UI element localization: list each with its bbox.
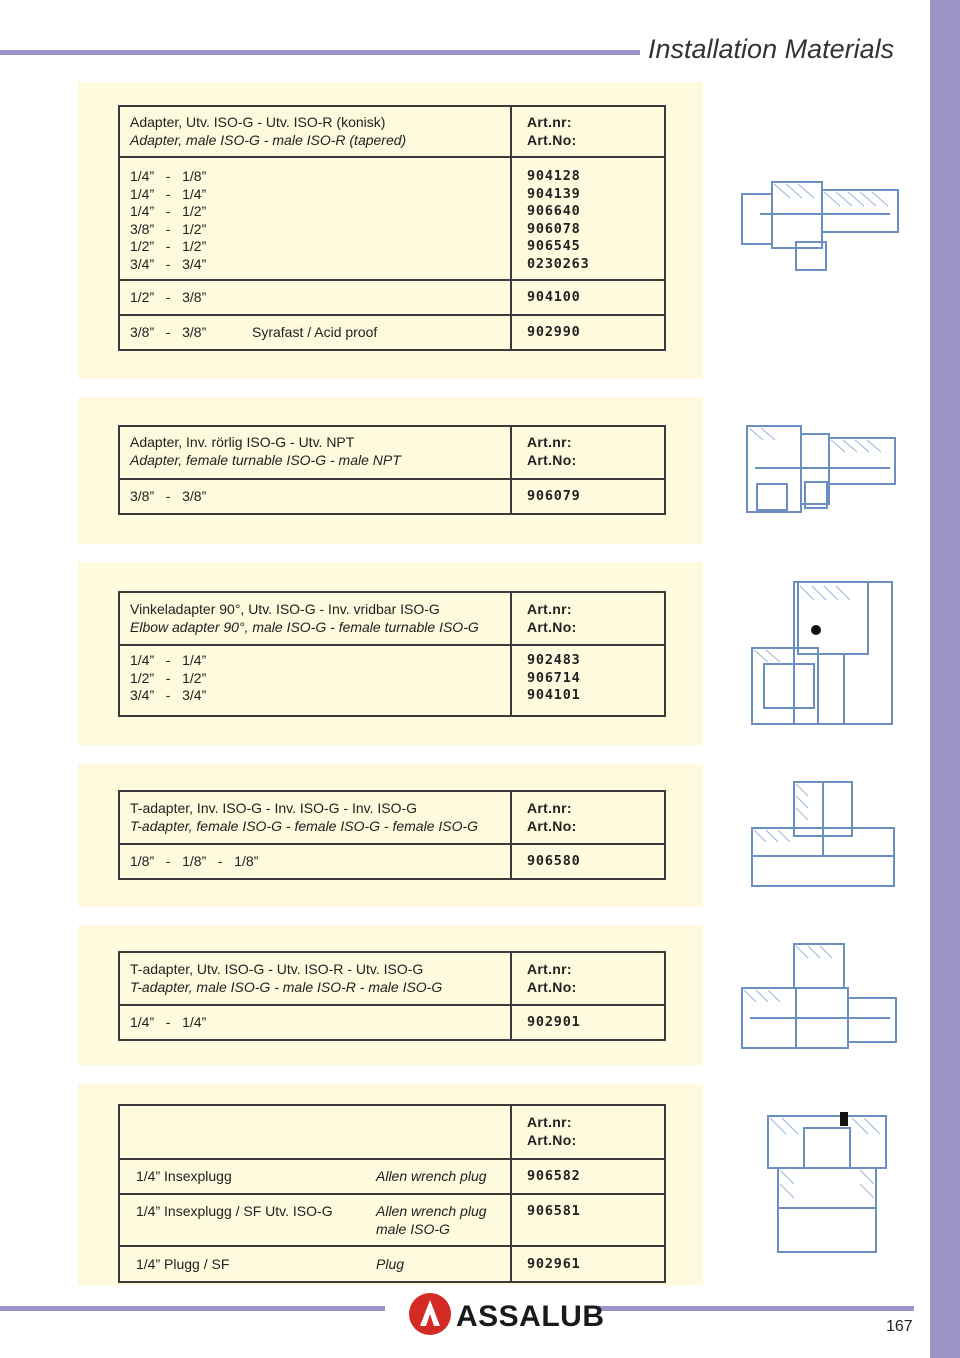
brand-wordmark: ASSALUB	[456, 1300, 605, 1333]
footer-rule-right	[598, 1306, 914, 1311]
product-table-elbow-adapter	[118, 591, 666, 717]
size-cell: 1/8” - 1/8” - 1/8”	[130, 853, 259, 869]
t-adapter-male-drawing	[740, 940, 900, 1052]
size-cell: 1/4” - 1/4”	[130, 652, 207, 668]
title-english: Adapter, female turnable ISO-G - male NPT	[130, 452, 401, 468]
art-no-label: Art.No:	[527, 452, 577, 468]
title-swedish: Vinkeladapter 90°, Utv. ISO-G - Inv. vridbar ISO-G	[130, 601, 440, 617]
size-cell: 1/2” - 3/8”	[130, 289, 207, 305]
title-english: T-adapter, male ISO-G - male ISO-R - male ISO-G	[130, 979, 443, 995]
size-cell: 3/4” - 3/4”	[130, 255, 207, 272]
page-number: 167	[886, 1318, 913, 1335]
art-no-label: Art.No:	[527, 818, 577, 834]
art-no-label: Art.No:	[527, 619, 577, 635]
table-row	[120, 480, 664, 515]
product-table-t-adapter-female	[118, 790, 666, 880]
article-number: 906580	[527, 853, 581, 869]
art-nr-label: Art.nr:	[527, 800, 572, 816]
product-table-adapter-iso-g-iso-r	[118, 105, 666, 351]
size-cell: 3/8” - 3/8”	[130, 488, 207, 504]
article-number: 904100	[527, 289, 581, 305]
title-swedish: T-adapter, Utv. ISO-G - Utv. ISO-R - Utv. ISO-G	[130, 961, 424, 977]
title-swedish: T-adapter, Inv. ISO-G - Inv. ISO-G - Inv. ISO-G	[130, 800, 418, 816]
table-header-row	[120, 427, 664, 480]
title-swedish: Adapter, Utv. ISO-G - Utv. ISO-R (konisk)	[130, 114, 386, 130]
side-accent-bar	[930, 0, 960, 1358]
art-nr-label: Art.nr:	[527, 114, 572, 130]
art-nr-label: Art.nr:	[527, 601, 572, 617]
size-cell: 1/4” - 1/8”	[130, 168, 207, 184]
product-table-adapter-female-npt	[118, 425, 666, 515]
material-note: Syrafast / Acid proof	[252, 324, 378, 340]
article-number: 902990	[527, 324, 581, 340]
table-row	[120, 1160, 664, 1195]
product-name: 1/4” Insexplugg / SF Utv. ISO-G	[136, 1203, 333, 1219]
size-cell: 1/4” - 1/4”	[130, 185, 207, 202]
table-header-row	[120, 953, 664, 1006]
article-number: 0230263	[527, 255, 590, 272]
title-swedish: Adapter, Inv. rörlig ISO-G - Utv. NPT	[130, 434, 355, 450]
article-number: 902901	[527, 1014, 581, 1030]
product-name: 1/4” Plugg / SF	[136, 1256, 230, 1272]
article-number: 906545	[527, 238, 581, 254]
product-name: 1/4” Insexplugg	[136, 1168, 232, 1184]
art-no-label: Art.No:	[527, 132, 577, 148]
article-number: 904101	[527, 687, 581, 703]
adapter-iso-g-iso-r-drawing	[740, 176, 905, 274]
table-row-group	[120, 646, 664, 717]
title-english: Adapter, male ISO-G - male ISO-R (tapered)	[130, 132, 407, 148]
assalub-logo	[408, 1290, 605, 1338]
table-header-row	[120, 107, 664, 158]
title-english: Elbow adapter 90°, male ISO-G - female turnable ISO-G	[130, 619, 479, 635]
size-cell: 3/4” - 3/4”	[130, 687, 207, 703]
article-number: 906582	[527, 1168, 581, 1184]
plug-drawing	[764, 1108, 894, 1258]
product-table-t-adapter-male	[118, 951, 666, 1041]
art-nr-label: Art.nr:	[527, 961, 572, 977]
size-cell: 1/4” - 1/2”	[130, 203, 207, 219]
article-number: 902483	[527, 652, 581, 668]
product-table-plugs	[118, 1104, 666, 1283]
size-cell: 3/8” - 1/2”	[130, 220, 207, 237]
table-header-row	[120, 792, 664, 845]
art-nr-label: Art.nr:	[527, 434, 572, 450]
elbow-adapter-drawing	[748, 578, 898, 728]
product-type: Allen wrench plug	[376, 1203, 487, 1219]
table-header-row	[120, 593, 664, 646]
article-number: 906581	[527, 1203, 581, 1219]
table-row	[120, 316, 664, 351]
art-no-label: Art.No:	[527, 1132, 577, 1148]
product-type: Plug	[376, 1256, 405, 1272]
table-row	[120, 845, 664, 880]
article-number: 904128	[527, 168, 581, 184]
table-row	[120, 281, 664, 316]
title-english: T-adapter, female ISO-G - female ISO-G - female ISO-G	[130, 818, 479, 834]
header-rule	[0, 50, 640, 55]
footer-rule-left	[0, 1306, 385, 1311]
table-header-row	[120, 1106, 664, 1160]
size-cell: 1/2” - 1/2”	[130, 669, 207, 686]
table-row	[120, 1247, 664, 1283]
size-cell: 1/2” - 1/2”	[130, 238, 207, 254]
adapter-female-npt-drawing	[745, 422, 900, 516]
art-no-label: Art.No:	[527, 979, 577, 995]
table-row-group	[120, 158, 664, 281]
page-title: Installation Materials	[648, 34, 895, 64]
article-number: 904139	[527, 185, 581, 202]
table-row	[120, 1195, 664, 1247]
product-type-detail: male ISO-G	[376, 1221, 450, 1237]
article-number: 906079	[527, 488, 581, 504]
size-cell: 3/8” - 3/8”	[130, 324, 207, 340]
article-number: 906640	[527, 203, 581, 219]
art-nr-label: Art.nr:	[527, 1114, 572, 1130]
product-type: Allen wrench plug	[376, 1168, 487, 1184]
t-adapter-female-drawing	[748, 778, 898, 890]
size-cell: 1/4” - 1/4”	[130, 1014, 207, 1030]
article-number: 906078	[527, 220, 581, 237]
article-number: 902961	[527, 1256, 581, 1272]
table-row	[120, 1006, 664, 1041]
article-number: 906714	[527, 669, 581, 686]
